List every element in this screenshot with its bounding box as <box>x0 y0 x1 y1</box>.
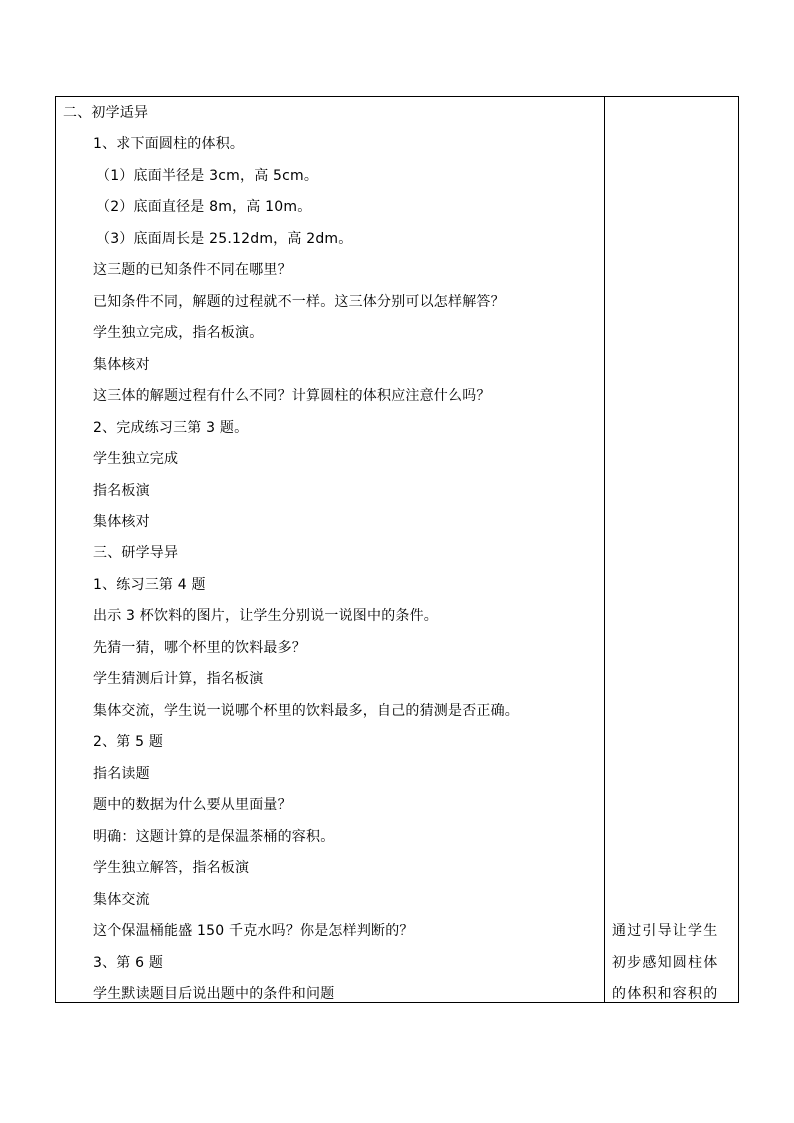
exercise-1-title: 1、求下面圆柱的体积。 <box>93 136 245 152</box>
text-line: 集体交流，学生说一说哪个杯里的饮料最多，自己的猜测是否正确。 <box>93 703 519 719</box>
text-line: 明确：这题计算的是保温茶桶的容积。 <box>93 829 335 845</box>
text-line: 已知条件不同，解题的过程就不一样。这三体分别可以怎样解答？ <box>93 294 505 310</box>
exercise-3-3-title: 3、第 6 题 <box>93 955 164 971</box>
side-note-line: 通过引导让学生 <box>612 923 719 939</box>
exercise-1-item-3: （3）底面周长是 25.12dm，高 2dm。 <box>96 231 353 247</box>
text-line: 先猜一猜，哪个杯里的饮料最多？ <box>93 640 306 656</box>
text-line: 集体交流 <box>93 892 150 908</box>
section-heading-2: 二、初学适异 <box>63 105 149 121</box>
text-line: 这三体的解题过程有什么不同？计算圆柱的体积应注意什么吗？ <box>93 388 491 404</box>
lesson-plan-table <box>55 96 739 1003</box>
text-line: 学生猜测后计算，指名板演 <box>93 671 264 687</box>
lesson-content-cell <box>56 97 604 1002</box>
exercise-1-item-2: （2）底面直径是 8m，高 10m。 <box>96 199 312 215</box>
section-heading-3: 三、研学导异 <box>93 545 179 561</box>
text-line: 这个保温桶能盛 150 千克水吗？你是怎样判断的？ <box>93 923 414 939</box>
side-note-line: 初步感知圆柱体 <box>612 955 719 971</box>
exercise-1-item-1: （1）底面半径是 3cm，高 5cm。 <box>96 168 319 184</box>
text-line: 学生默读题目后说出题中的条件和问题 <box>93 986 335 1002</box>
exercise-3-2-title: 2、第 5 题 <box>93 734 164 750</box>
text-line: 出示 3 杯饮料的图片，让学生分别说一说图中的条件。 <box>93 608 439 624</box>
text-line: 这三题的已知条件不同在哪里？ <box>93 262 292 278</box>
text-line: 指名读题 <box>93 766 150 782</box>
text-line: 学生独立完成 <box>93 451 179 467</box>
text-line: 学生独立解答，指名板演 <box>93 860 250 876</box>
exercise-2-title: 2、完成练习三第 3 题。 <box>93 420 249 436</box>
text-line: 题中的数据为什么要从里面量？ <box>93 797 292 813</box>
exercise-3-1-title: 1、练习三第 4 题 <box>93 577 206 593</box>
side-note-line: 的体积和容积的 <box>612 986 719 1002</box>
text-line: 学生独立完成，指名板演。 <box>93 325 264 341</box>
text-line: 集体核对 <box>93 357 150 373</box>
text-line: 指名板演 <box>93 483 150 499</box>
design-intent-cell <box>605 97 738 1002</box>
text-line: 集体核对 <box>93 514 150 530</box>
